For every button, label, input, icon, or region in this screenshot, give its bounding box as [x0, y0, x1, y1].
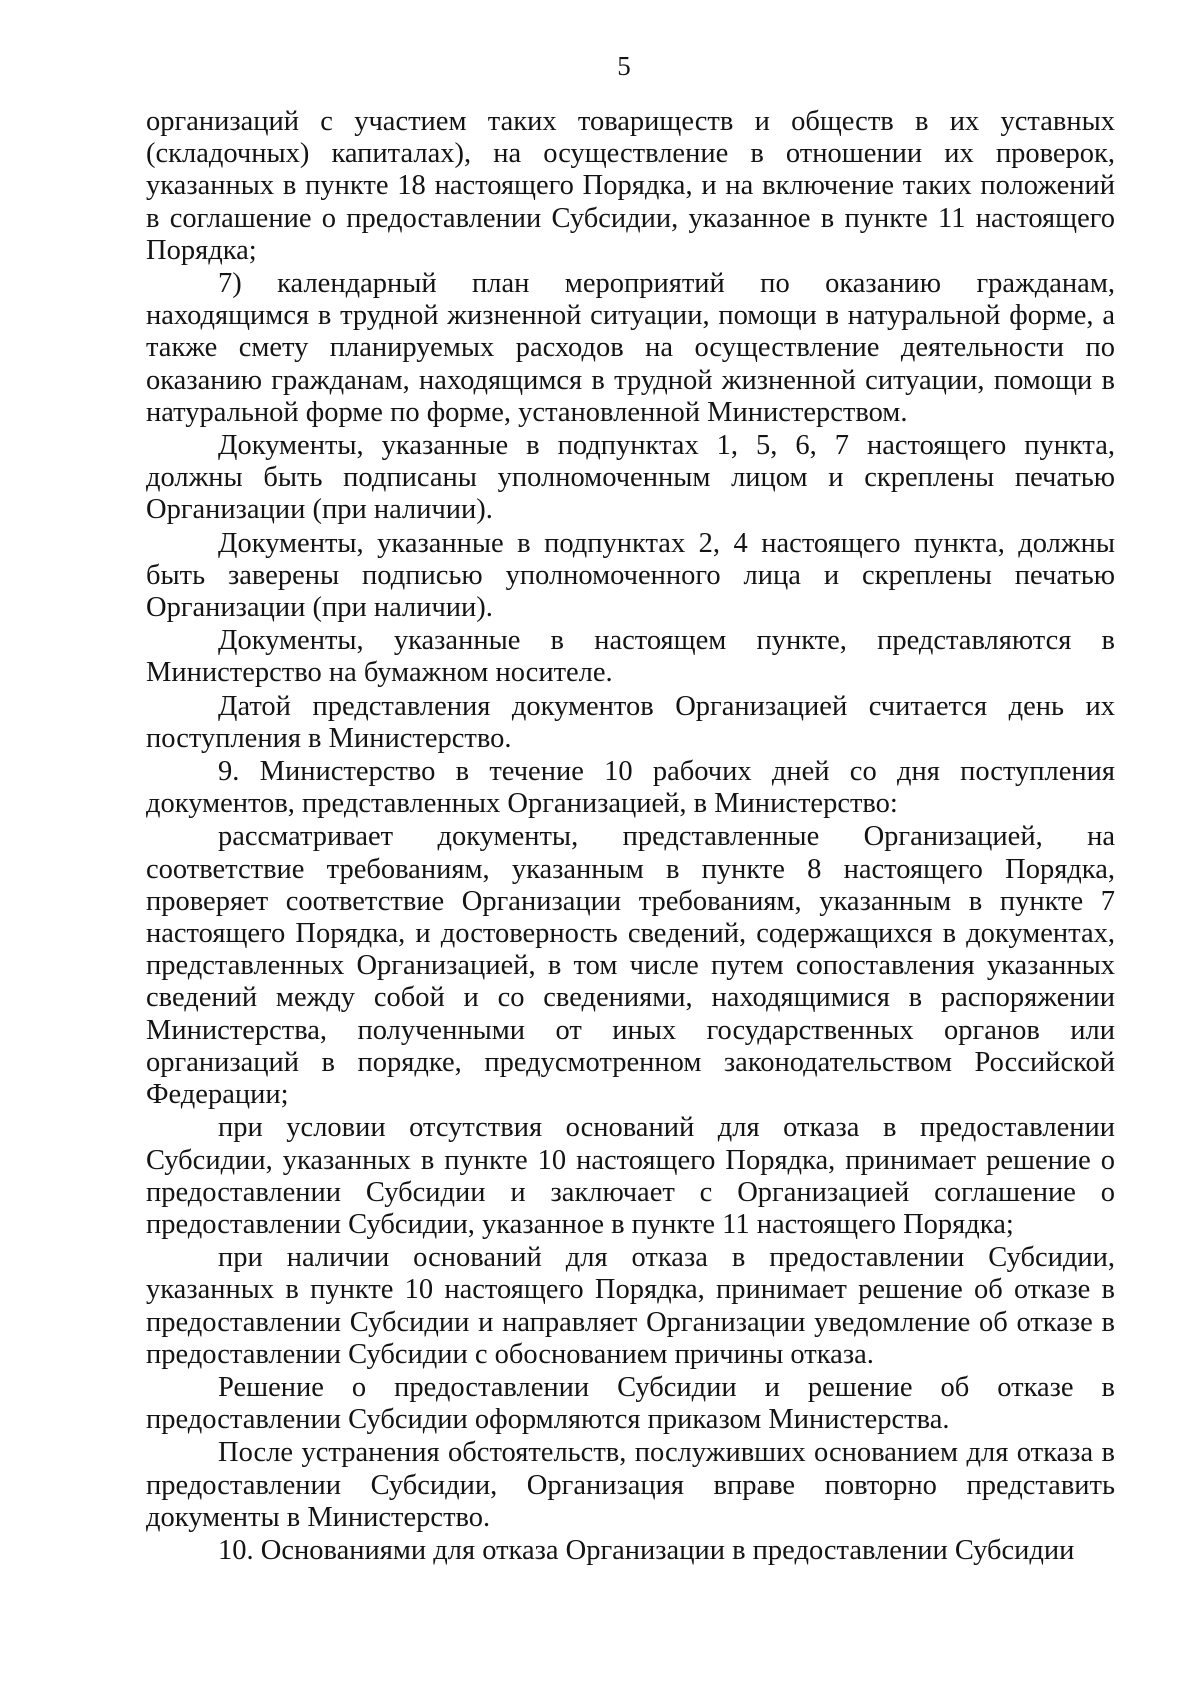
paragraph-docs-paper: Документы, указанные в настоящем пункте, представляются в Министерство на бумажном носителе.	[146, 625, 1115, 689]
paragraph-continuation: организаций с участием таких товариществ и обществ в их уставных (складочных) капиталах), на осуществление в отношении их проверок, указанных в пункте 18 настоящего Порядка, и на включение таких положений в соглашение о предоставлении Субсидии, указанное в пункте 11 настоящего Порядка;	[146, 106, 1115, 266]
paragraph-clause-9-review: рассматривает документы, представленные Организацией, на соответствие требованиям, указанным в пункте 8 настоящего Порядка, проверяет соответствие Организации требованиям, указанным в пункте 7 настоящего Порядка, и достоверность сведений, содержащихся в документах, представленных Организацией, в том числе путем сопоставления указанных сведений между собой и со сведениями, находящимися в распоряжении Министерства, полученными от иных государственных органов или организаций в порядке, предусмотренном законодательством Российской Федерации;	[146, 821, 1115, 1111]
paragraph-clause-9: 9. Министерство в течение 10 рабочих дней со дня поступления документов, представленных Организацией, в Министерство:	[146, 756, 1115, 820]
paragraph-resubmit: После устранения обстоятельств, послуживших основанием для отказа в предоставлении Субсидии, Организация вправе повторно представить документы в Министерство.	[146, 1437, 1115, 1533]
paragraph-clause-10: 10. Основаниями для отказа Организации в предоставлении Субсидии	[218, 1534, 1075, 1566]
paragraph-docs-certified: Документы, указанные в подпунктах 2, 4 настоящего пункта, должны быть заверены подписью уполномоченного лица и скреплены печатью Организации (при наличии).	[146, 527, 1115, 624]
paragraph-clause-9-grant: при условии отсутствия оснований для отказа в предоставлении Субсидии, указанных в пункте 10 настоящего Порядка, принимает решение о предоставлении Субсидии и заключает с Организацией соглашение о предоставлении Субсидии, указанное в пункте 11 настоящего Порядка;	[146, 1112, 1115, 1240]
paragraph-item-7: 7) календарный план мероприятий по оказанию гражданам, находящимся в трудной жизненной ситуации, помощи в натуральной форме, а также смету планируемых расходов на осуществление деятельности по оказанию гражданам, находящимся в трудной жизненной ситуации, помощи в натуральной форме по форме, установленной Министерством.	[146, 268, 1115, 428]
paragraph-clause-9-refuse: при наличии оснований для отказа в предоставлении Субсидии, указанных в пункте 10 настоящего Порядка, принимает решение об отказе в предоставлении Субсидии и направляет Организации уведомление об отказе в предоставлении Субсидии с обоснованием причины отказа.	[146, 1242, 1115, 1370]
paragraph-decision-order: Решение о предоставлении Субсидии и решение об отказе в предоставлении Субсидии оформляются приказом Министерства.	[146, 1371, 1115, 1436]
page-number: 5	[617, 51, 631, 81]
document-body	[146, 106, 1115, 1567]
paragraph-docs-signed: Документы, указанные в подпунктах 1, 5, 6, 7 настоящего пункта, должны быть подписаны уполномоченным лицом и скреплены печатью Организации (при наличии).	[146, 430, 1115, 526]
paragraph-docs-date: Датой представления документов Организацией считается день их поступления в Министерство.	[146, 690, 1115, 754]
